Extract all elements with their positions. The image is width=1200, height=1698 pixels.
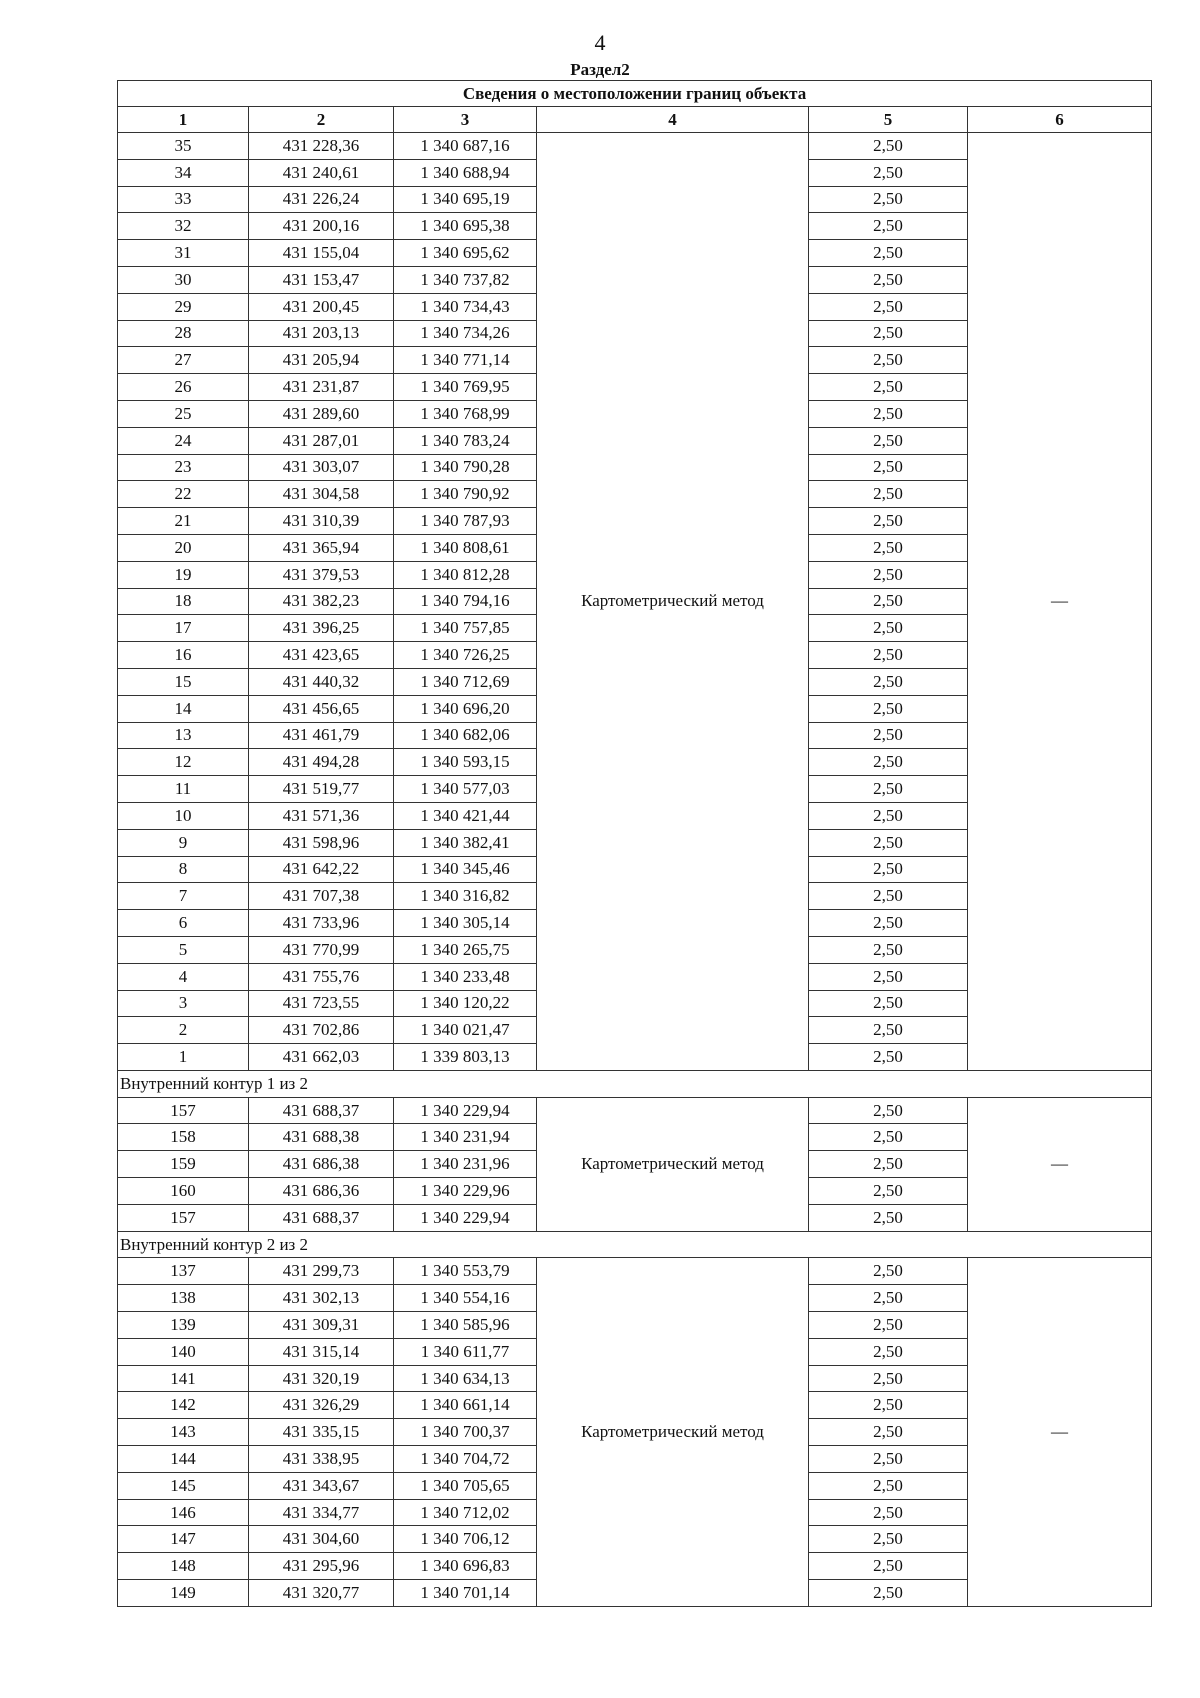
precision-cell: 2,50 — [809, 454, 968, 481]
x-coordinate-cell: 431 707,38 — [249, 883, 394, 910]
y-coordinate-cell: 1 340 712,69 — [394, 668, 537, 695]
precision-cell: 2,50 — [809, 829, 968, 856]
precision-cell: 2,50 — [809, 400, 968, 427]
y-coordinate-cell: 1 340 701,14 — [394, 1580, 537, 1607]
precision-cell: 2,50 — [809, 159, 968, 186]
point-number-cell: 157 — [118, 1204, 249, 1231]
y-coordinate-cell: 1 340 577,03 — [394, 776, 537, 803]
precision-cell: 2,50 — [809, 963, 968, 990]
precision-cell: 2,50 — [809, 1097, 968, 1124]
y-coordinate-cell: 1 340 769,95 — [394, 374, 537, 401]
y-coordinate-cell: 1 340 382,41 — [394, 829, 537, 856]
method-cell: Картометрический метод — [537, 1097, 809, 1231]
y-coordinate-cell: 1 340 790,28 — [394, 454, 537, 481]
precision-cell: 2,50 — [809, 347, 968, 374]
x-coordinate-cell: 431 240,61 — [249, 159, 394, 186]
precision-cell: 2,50 — [809, 1124, 968, 1151]
boundary-coordinates-table — [117, 80, 1152, 1607]
precision-cell: 2,50 — [809, 1580, 968, 1607]
description-cell: — — [968, 1097, 1152, 1231]
point-number-cell: 160 — [118, 1178, 249, 1205]
x-coordinate-cell: 431 335,15 — [249, 1419, 394, 1446]
point-number-cell: 27 — [118, 347, 249, 374]
y-coordinate-cell: 1 340 712,02 — [394, 1499, 537, 1526]
x-coordinate-cell: 431 287,01 — [249, 427, 394, 454]
description-cell: — — [968, 133, 1152, 1071]
point-number-cell: 32 — [118, 213, 249, 240]
y-coordinate-cell: 1 340 700,37 — [394, 1419, 537, 1446]
point-number-cell: 14 — [118, 695, 249, 722]
point-number-cell: 31 — [118, 240, 249, 267]
point-number-cell: 2 — [118, 1017, 249, 1044]
precision-cell: 2,50 — [809, 1472, 968, 1499]
point-number-cell: 15 — [118, 668, 249, 695]
x-coordinate-cell: 431 203,13 — [249, 320, 394, 347]
precision-cell: 2,50 — [809, 749, 968, 776]
y-coordinate-cell: 1 340 696,83 — [394, 1553, 537, 1580]
precision-cell: 2,50 — [809, 883, 968, 910]
precision-cell: 2,50 — [809, 534, 968, 561]
x-coordinate-cell: 431 461,79 — [249, 722, 394, 749]
precision-cell: 2,50 — [809, 1312, 968, 1339]
y-coordinate-cell: 1 340 316,82 — [394, 883, 537, 910]
precision-cell: 2,50 — [809, 213, 968, 240]
y-coordinate-cell: 1 340 705,65 — [394, 1472, 537, 1499]
point-number-cell: 147 — [118, 1526, 249, 1553]
table-row — [118, 1097, 1152, 1124]
point-number-cell: 138 — [118, 1285, 249, 1312]
x-coordinate-cell: 431 302,13 — [249, 1285, 394, 1312]
y-coordinate-cell: 1 340 345,46 — [394, 856, 537, 883]
point-number-cell: 6 — [118, 910, 249, 937]
x-coordinate-cell: 431 382,23 — [249, 588, 394, 615]
point-number-cell: 7 — [118, 883, 249, 910]
y-coordinate-cell: 1 340 787,93 — [394, 508, 537, 535]
y-coordinate-cell: 1 340 682,06 — [394, 722, 537, 749]
y-coordinate-cell: 1 340 593,15 — [394, 749, 537, 776]
point-number-cell: 12 — [118, 749, 249, 776]
y-coordinate-cell: 1 340 737,82 — [394, 266, 537, 293]
page-number: 4 — [594, 30, 606, 55]
y-coordinate-cell: 1 340 771,14 — [394, 347, 537, 374]
point-number-cell: 10 — [118, 802, 249, 829]
point-number-cell: 146 — [118, 1499, 249, 1526]
precision-cell: 2,50 — [809, 293, 968, 320]
point-number-cell: 11 — [118, 776, 249, 803]
precision-cell: 2,50 — [809, 1365, 968, 1392]
x-coordinate-cell: 431 519,77 — [249, 776, 394, 803]
y-coordinate-cell: 1 340 794,16 — [394, 588, 537, 615]
x-coordinate-cell: 431 310,39 — [249, 508, 394, 535]
precision-cell: 2,50 — [809, 561, 968, 588]
precision-cell: 2,50 — [809, 508, 968, 535]
point-number-cell: 25 — [118, 400, 249, 427]
y-coordinate-cell: 1 340 757,85 — [394, 615, 537, 642]
x-coordinate-cell: 431 686,36 — [249, 1178, 394, 1205]
column-header: 1 — [118, 107, 249, 133]
precision-cell: 2,50 — [809, 1526, 968, 1553]
y-coordinate-cell: 1 340 585,96 — [394, 1312, 537, 1339]
x-coordinate-cell: 431 642,22 — [249, 856, 394, 883]
point-number-cell: 18 — [118, 588, 249, 615]
y-coordinate-cell: 1 340 120,22 — [394, 990, 537, 1017]
x-coordinate-cell: 431 571,36 — [249, 802, 394, 829]
point-number-cell: 28 — [118, 320, 249, 347]
precision-cell: 2,50 — [809, 1044, 968, 1071]
x-coordinate-cell: 431 226,24 — [249, 186, 394, 213]
point-number-cell: 3 — [118, 990, 249, 1017]
y-coordinate-cell: 1 340 233,48 — [394, 963, 537, 990]
x-coordinate-cell: 431 686,38 — [249, 1151, 394, 1178]
precision-cell: 2,50 — [809, 1258, 968, 1285]
y-coordinate-cell: 1 340 696,20 — [394, 695, 537, 722]
precision-cell: 2,50 — [809, 186, 968, 213]
point-number-cell: 8 — [118, 856, 249, 883]
x-coordinate-cell: 431 688,38 — [249, 1124, 394, 1151]
precision-cell: 2,50 — [809, 1446, 968, 1473]
y-coordinate-cell: 1 340 229,94 — [394, 1204, 537, 1231]
point-number-cell: 145 — [118, 1472, 249, 1499]
point-number-cell: 141 — [118, 1365, 249, 1392]
point-number-cell: 144 — [118, 1446, 249, 1473]
x-coordinate-cell: 431 153,47 — [249, 266, 394, 293]
contour-label-row — [118, 1070, 1152, 1097]
precision-cell: 2,50 — [809, 1499, 968, 1526]
x-coordinate-cell: 431 231,87 — [249, 374, 394, 401]
point-number-cell: 143 — [118, 1419, 249, 1446]
precision-cell: 2,50 — [809, 374, 968, 401]
precision-cell: 2,50 — [809, 320, 968, 347]
x-coordinate-cell: 431 200,45 — [249, 293, 394, 320]
y-coordinate-cell: 1 339 803,13 — [394, 1044, 537, 1071]
x-coordinate-cell: 431 770,99 — [249, 936, 394, 963]
point-number-cell: 137 — [118, 1258, 249, 1285]
column-header: 5 — [809, 107, 968, 133]
table-row — [118, 133, 1152, 160]
x-coordinate-cell: 431 295,96 — [249, 1553, 394, 1580]
precision-cell: 2,50 — [809, 1419, 968, 1446]
point-number-cell: 17 — [118, 615, 249, 642]
precision-cell: 2,50 — [809, 615, 968, 642]
point-number-cell: 20 — [118, 534, 249, 561]
x-coordinate-cell: 431 456,65 — [249, 695, 394, 722]
point-number-cell: 1 — [118, 1044, 249, 1071]
precision-cell: 2,50 — [809, 695, 968, 722]
x-coordinate-cell: 431 326,29 — [249, 1392, 394, 1419]
point-number-cell: 159 — [118, 1151, 249, 1178]
x-coordinate-cell: 431 338,95 — [249, 1446, 394, 1473]
point-number-cell: 5 — [118, 936, 249, 963]
y-coordinate-cell: 1 340 726,25 — [394, 642, 537, 669]
method-cell: Картометрический метод — [537, 1258, 809, 1606]
precision-cell: 2,50 — [809, 802, 968, 829]
precision-cell: 2,50 — [809, 1204, 968, 1231]
x-coordinate-cell: 431 315,14 — [249, 1338, 394, 1365]
y-coordinate-cell: 1 340 611,77 — [394, 1338, 537, 1365]
y-coordinate-cell: 1 340 553,79 — [394, 1258, 537, 1285]
x-coordinate-cell: 431 702,86 — [249, 1017, 394, 1044]
x-coordinate-cell: 431 423,65 — [249, 642, 394, 669]
point-number-cell: 21 — [118, 508, 249, 535]
point-number-cell: 16 — [118, 642, 249, 669]
y-coordinate-cell: 1 340 695,19 — [394, 186, 537, 213]
point-number-cell: 22 — [118, 481, 249, 508]
y-coordinate-cell: 1 340 734,26 — [394, 320, 537, 347]
x-coordinate-cell: 431 662,03 — [249, 1044, 394, 1071]
precision-cell: 2,50 — [809, 481, 968, 508]
header-row — [118, 107, 1152, 133]
column-header: 4 — [537, 107, 809, 133]
x-coordinate-cell: 431 205,94 — [249, 347, 394, 374]
x-coordinate-cell: 431 494,28 — [249, 749, 394, 776]
precision-cell: 2,50 — [809, 990, 968, 1017]
point-number-cell: 30 — [118, 266, 249, 293]
precision-cell: 2,50 — [809, 776, 968, 803]
x-coordinate-cell: 431 755,76 — [249, 963, 394, 990]
precision-cell: 2,50 — [809, 722, 968, 749]
x-coordinate-cell: 431 289,60 — [249, 400, 394, 427]
precision-cell: 2,50 — [809, 427, 968, 454]
x-coordinate-cell: 431 228,36 — [249, 133, 394, 160]
y-coordinate-cell: 1 340 305,14 — [394, 910, 537, 937]
y-coordinate-cell: 1 340 554,16 — [394, 1285, 537, 1312]
point-number-cell: 29 — [118, 293, 249, 320]
table-title: Сведения о местоположении границ объекта — [118, 81, 1152, 107]
section-title: Раздел2 — [570, 60, 630, 79]
y-coordinate-cell: 1 340 688,94 — [394, 159, 537, 186]
x-coordinate-cell: 431 343,67 — [249, 1472, 394, 1499]
point-number-cell: 34 — [118, 159, 249, 186]
y-coordinate-cell: 1 340 421,44 — [394, 802, 537, 829]
precision-cell: 2,50 — [809, 133, 968, 160]
precision-cell: 2,50 — [809, 642, 968, 669]
precision-cell: 2,50 — [809, 1553, 968, 1580]
x-coordinate-cell: 431 379,53 — [249, 561, 394, 588]
x-coordinate-cell: 431 334,77 — [249, 1499, 394, 1526]
point-number-cell: 149 — [118, 1580, 249, 1607]
precision-cell: 2,50 — [809, 588, 968, 615]
point-number-cell: 13 — [118, 722, 249, 749]
precision-cell: 2,50 — [809, 266, 968, 293]
y-coordinate-cell: 1 340 265,75 — [394, 936, 537, 963]
x-coordinate-cell: 431 304,58 — [249, 481, 394, 508]
x-coordinate-cell: 431 320,77 — [249, 1580, 394, 1607]
description-cell: — — [968, 1258, 1152, 1606]
point-number-cell: 26 — [118, 374, 249, 401]
y-coordinate-cell: 1 340 768,99 — [394, 400, 537, 427]
method-cell: Картометрический метод — [537, 133, 809, 1071]
y-coordinate-cell: 1 340 808,61 — [394, 534, 537, 561]
x-coordinate-cell: 431 155,04 — [249, 240, 394, 267]
column-header: 2 — [249, 107, 394, 133]
contour-label: Внутренний контур 2 из 2 — [118, 1231, 1152, 1258]
table-row — [118, 1258, 1152, 1285]
point-number-cell: 157 — [118, 1097, 249, 1124]
x-coordinate-cell: 431 320,19 — [249, 1365, 394, 1392]
y-coordinate-cell: 1 340 634,13 — [394, 1365, 537, 1392]
x-coordinate-cell: 431 688,37 — [249, 1204, 394, 1231]
y-coordinate-cell: 1 340 687,16 — [394, 133, 537, 160]
precision-cell: 2,50 — [809, 856, 968, 883]
contour-label: Внутренний контур 1 из 2 — [118, 1070, 1152, 1097]
y-coordinate-cell: 1 340 021,47 — [394, 1017, 537, 1044]
y-coordinate-cell: 1 340 790,92 — [394, 481, 537, 508]
precision-cell: 2,50 — [809, 1017, 968, 1044]
x-coordinate-cell: 431 733,96 — [249, 910, 394, 937]
y-coordinate-cell: 1 340 734,43 — [394, 293, 537, 320]
point-number-cell: 33 — [118, 186, 249, 213]
precision-cell: 2,50 — [809, 1178, 968, 1205]
point-number-cell: 35 — [118, 133, 249, 160]
y-coordinate-cell: 1 340 704,72 — [394, 1446, 537, 1473]
y-coordinate-cell: 1 340 231,96 — [394, 1151, 537, 1178]
x-coordinate-cell: 431 303,07 — [249, 454, 394, 481]
x-coordinate-cell: 431 365,94 — [249, 534, 394, 561]
point-number-cell: 148 — [118, 1553, 249, 1580]
x-coordinate-cell: 431 598,96 — [249, 829, 394, 856]
x-coordinate-cell: 431 396,25 — [249, 615, 394, 642]
point-number-cell: 140 — [118, 1338, 249, 1365]
y-coordinate-cell: 1 340 783,24 — [394, 427, 537, 454]
precision-cell: 2,50 — [809, 240, 968, 267]
precision-cell: 2,50 — [809, 1151, 968, 1178]
x-coordinate-cell: 431 309,31 — [249, 1312, 394, 1339]
contour-label-row — [118, 1231, 1152, 1258]
y-coordinate-cell: 1 340 695,38 — [394, 213, 537, 240]
x-coordinate-cell: 431 299,73 — [249, 1258, 394, 1285]
point-number-cell: 4 — [118, 963, 249, 990]
x-coordinate-cell: 431 688,37 — [249, 1097, 394, 1124]
precision-cell: 2,50 — [809, 1338, 968, 1365]
y-coordinate-cell: 1 340 229,94 — [394, 1097, 537, 1124]
y-coordinate-cell: 1 340 661,14 — [394, 1392, 537, 1419]
point-number-cell: 9 — [118, 829, 249, 856]
point-number-cell: 142 — [118, 1392, 249, 1419]
y-coordinate-cell: 1 340 229,96 — [394, 1178, 537, 1205]
point-number-cell: 23 — [118, 454, 249, 481]
y-coordinate-cell: 1 340 231,94 — [394, 1124, 537, 1151]
y-coordinate-cell: 1 340 695,62 — [394, 240, 537, 267]
x-coordinate-cell: 431 304,60 — [249, 1526, 394, 1553]
column-header: 6 — [968, 107, 1152, 133]
point-number-cell: 158 — [118, 1124, 249, 1151]
x-coordinate-cell: 431 723,55 — [249, 990, 394, 1017]
point-number-cell: 139 — [118, 1312, 249, 1339]
y-coordinate-cell: 1 340 706,12 — [394, 1526, 537, 1553]
precision-cell: 2,50 — [809, 910, 968, 937]
precision-cell: 2,50 — [809, 1285, 968, 1312]
point-number-cell: 24 — [118, 427, 249, 454]
y-coordinate-cell: 1 340 812,28 — [394, 561, 537, 588]
precision-cell: 2,50 — [809, 936, 968, 963]
point-number-cell: 19 — [118, 561, 249, 588]
x-coordinate-cell: 431 440,32 — [249, 668, 394, 695]
x-coordinate-cell: 431 200,16 — [249, 213, 394, 240]
column-header: 3 — [394, 107, 537, 133]
precision-cell: 2,50 — [809, 1392, 968, 1419]
precision-cell: 2,50 — [809, 668, 968, 695]
